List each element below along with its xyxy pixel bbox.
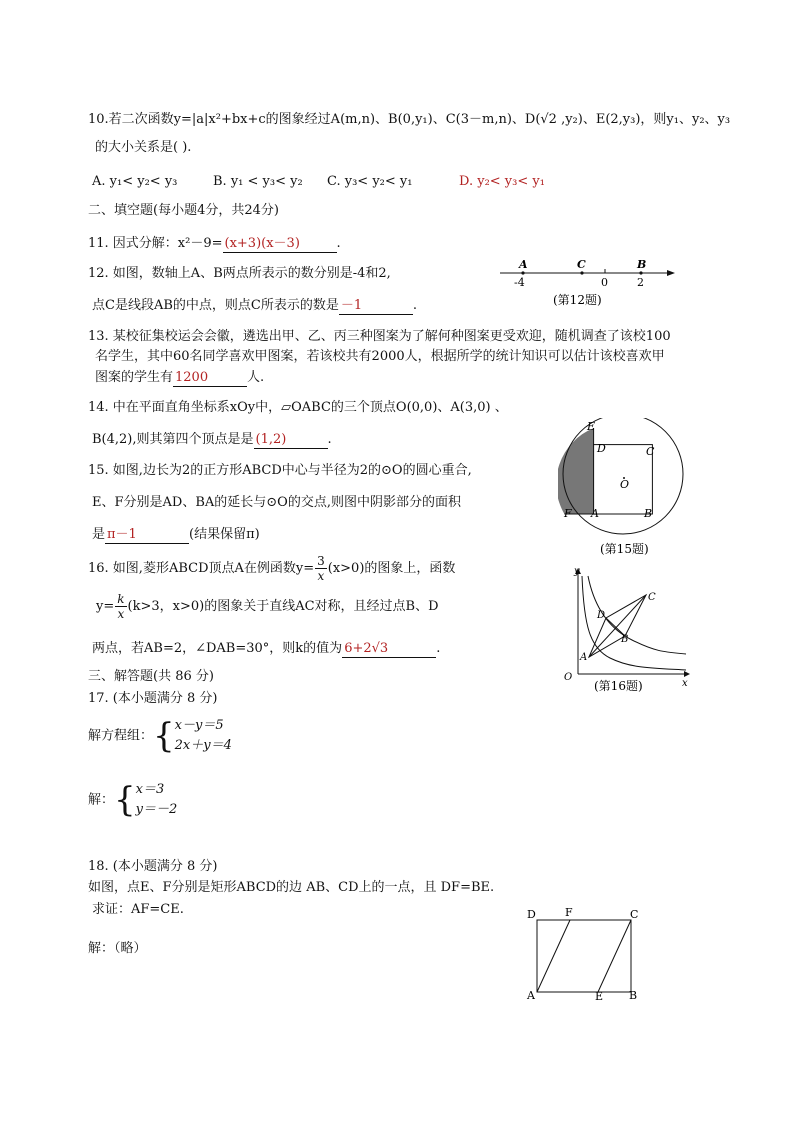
label-a: A [580,652,588,663]
left-brace: { [153,716,175,756]
segment-af [537,920,570,992]
equation-2: 2x＋y＝4 [174,738,232,753]
q13-line2: 名学生，其中60名同学喜欢甲图案，若该校共有2000人，根据所学的统计知识可以估计该校喜欢甲 [95,349,665,364]
tick-label-2: 2 [637,276,644,289]
label-d: D [597,610,606,621]
q14-line2 [92,432,332,449]
rectangle-abcd [537,920,631,992]
label-y: y [574,566,580,577]
rectangle-figure [522,902,646,1002]
q17-title: 17. (本小题满分 8 分) [88,691,218,706]
q17-system [88,716,232,757]
label-o: O [620,478,630,491]
tick-label-0: 0 [601,276,608,289]
q16-answer: 6+2√3 [342,641,436,658]
q16-line2 [96,590,439,624]
label-d: D [597,442,606,455]
q15-line3 [92,527,260,544]
solution-stack [136,780,178,820]
q18-line1: 如图，点E、F分别是矩形ABCD的边 AB、CD上的一点，且 DF=BE. [88,880,495,895]
q12-prefix: 点C是线段AB的中点，则点C所表示的数是 [92,298,339,313]
label-a: A [519,258,528,271]
label-c: C [577,258,586,271]
label-d: D [527,908,536,921]
q15-answer: π－1 [105,527,189,544]
label-f: F [564,507,572,520]
rhombus-hyperbola-figure [560,566,692,696]
q14-suffix: . [327,432,332,447]
left-brace: { [114,780,136,820]
q10-option-c: C. y₃< y₂< y₁ [327,174,413,189]
q15-line2: E、F分别是AD、BA的延长与⊙O的交点,则图中阴影部分的面积 [92,495,461,510]
label-a: A [527,989,535,1002]
q15-caption: (第15题) [600,542,649,556]
q17-sol-label: 解： [88,792,115,808]
q16-prefix3: 两点，若AB=2，∠DAB=30°，则k的值为 [92,641,343,656]
q13-answer: 1200 [173,370,247,387]
label-f: F [565,906,573,919]
q12-caption: (第12题) [553,293,602,307]
section3-heading: 三、解答题(共 86 分) [88,669,214,684]
q17-solution [88,780,177,821]
frac2-den: x [117,607,125,621]
q16-line3 [92,641,440,658]
q11-suffix: . [336,236,341,251]
solution-y: y＝－2 [135,802,178,817]
q13-prefix: 图案的学生有 [95,370,174,385]
q12-line2 [92,298,417,315]
label-c: C [648,592,656,603]
frac1-num: 3 [317,554,325,568]
frac1-den: x [317,569,325,583]
point-b-dot [639,271,642,274]
q11-answer: (x+3)(x－3) [223,236,337,253]
q15-prefix: 是 [92,527,106,542]
q13-line3 [95,370,264,387]
q10-line2: 的大小关系是( ). [95,140,192,155]
q13-line1: 13. 某校征集校运会会徽，遴选出甲、乙、丙三种图案为了解何种图案更受欢迎，随机调查了该校100 [88,329,671,344]
label-c: C [646,445,655,458]
q16-prefix1: 16. 如图,菱形ABCD顶点A在例函数y= [88,561,315,576]
q10-line1: 10.若二次函数y=|a|x²+bx+c的图象经过A(m,n)、B(0,y₁)、C(3－m,n)、D(√2 ,y₂)、E(2,y₃)，则y₁、y₂、y₃ [88,112,731,127]
frac2-num: k [117,592,125,606]
equation-1: x－y＝5 [174,718,224,733]
q13-suffix: 人. [247,370,265,385]
q14-prefix: B(4,2),则其第四个顶点是是 [92,432,254,447]
fraction-3-over-x [315,554,327,583]
point-c-dot [580,271,583,274]
label-b: B [644,507,653,520]
q11-prefix: 11. 因式分解：x²－9= [88,236,223,251]
number-line-figure [495,254,680,312]
x-axis-arrow [684,671,690,677]
q15-line1: 15. 如图,边长为2的正方形ABCD中心与半径为2的⊙O的圆心重合, [88,463,472,478]
q12-answer: －1 [339,298,413,315]
q14-line1: 14. 中在平面直角坐标系xOy中，▱OABC的三个顶点O(0,0)、A(3,0) 、 [88,400,508,415]
q10-option-b: B. y₁ < y₃< y₂ [213,174,303,189]
label-b: B [621,634,629,645]
label-c: C [630,908,639,921]
q15-suffix: (结果保留π) [189,527,260,542]
q12-suffix: . [412,298,417,313]
label-e: E [595,990,604,1002]
label-a: A [591,507,599,520]
circle-square-figure [558,418,688,560]
tick-label-neg4: -4 [514,276,525,289]
q12-line1: 12. 如图，数轴上A、B两点所表示的数分别是-4和2, [88,266,391,281]
q18-solution: 解：（略） [88,941,147,956]
q11 [88,236,341,253]
q10-option-d: D. y₂< y₃< y₁ [459,174,545,189]
q16-line1 [88,552,455,586]
q10-option-a: A. y₁< y₂< y₃ [92,174,178,189]
curve-y-3-over-x [582,576,686,670]
fraction-k-over-x [115,592,126,621]
q16-caption: (第16题) [594,679,643,693]
label-o: O [564,672,573,683]
solution-x: x＝3 [135,782,165,797]
q16-suffix2: (k>3，x>0)的图象关于直线AC对称，且经过点B、D [127,599,439,614]
q16-suffix1: (x>0)的图象上，函数 [327,561,456,576]
q16-suffix: . [436,641,441,656]
q16-prefix2: y= [96,599,115,614]
label-b: B [637,258,647,271]
label-x: x [682,678,688,689]
q14-answer: (1,2) [254,432,328,449]
label-b: B [629,989,638,1002]
point-a-dot [521,271,524,274]
segment-ce [598,920,631,992]
section2-heading: 二、填空题(每小题4分，共24分) [88,203,279,218]
q18-line2: 求证：AF=CE. [92,902,184,917]
number-line-arrow [667,270,675,276]
q18-title: 18. (本小题满分 8 分) [88,859,218,874]
equation-stack [175,716,232,756]
q17-prompt: 解方程组： [88,728,154,744]
label-e: E [587,420,596,433]
